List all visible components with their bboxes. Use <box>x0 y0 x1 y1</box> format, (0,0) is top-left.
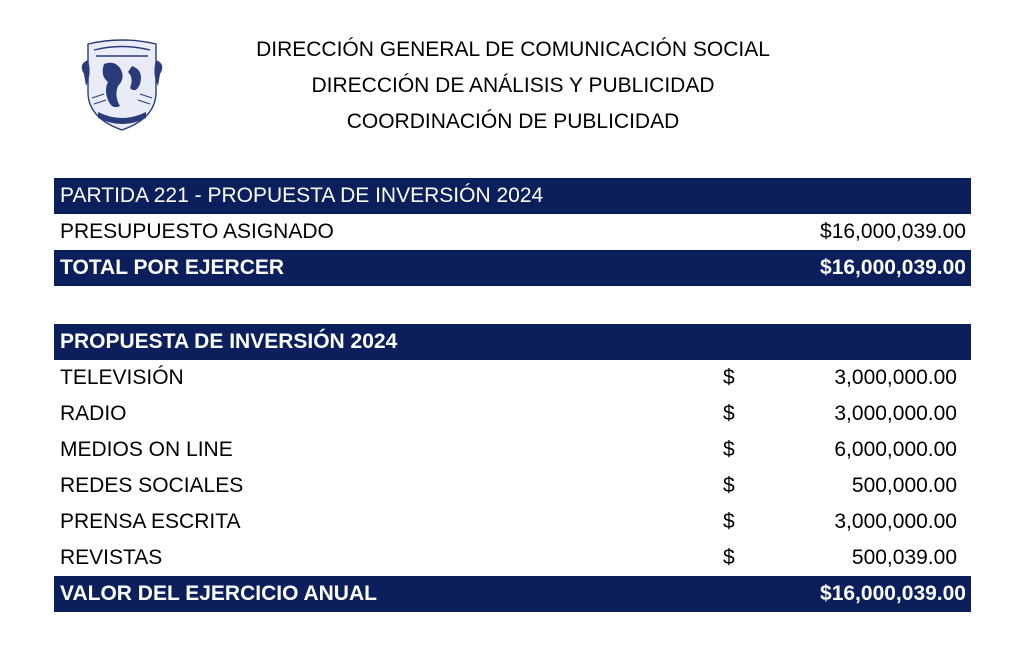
header-line-1: DIRECCIÓN GENERAL DE COMUNICACIÓN SOCIAL <box>256 38 770 61</box>
annual-total-value: $16,000,039.00 <box>820 582 966 605</box>
document-header <box>180 32 846 140</box>
row-label: TELEVISIÓN <box>60 366 184 389</box>
table-row <box>54 540 971 576</box>
row-amount: 6,000,000.00 <box>834 438 957 461</box>
row-amount: 500,000.00 <box>851 474 957 497</box>
budget-row <box>54 214 971 250</box>
unam-logo-icon <box>74 34 170 134</box>
budget-total-bar <box>54 250 971 286</box>
budget-table <box>54 178 971 286</box>
header-line-3: COORDINACIÓN DE PUBLICIDAD <box>346 110 680 133</box>
budget-value: $16,000,039.00 <box>820 220 966 243</box>
annual-total-bar <box>54 576 971 612</box>
row-amount: 3,000,000.00 <box>834 510 957 533</box>
row-label: REVISTAS <box>60 546 163 569</box>
investment-table-title-bar <box>54 324 971 360</box>
row-label: REDES SOCIALES <box>60 474 244 497</box>
currency-symbol: $ <box>723 510 735 533</box>
budget-total-value: $16,000,039.00 <box>820 256 966 279</box>
table-row <box>54 360 971 396</box>
row-amount: 3,000,000.00 <box>834 402 957 425</box>
currency-symbol: $ <box>723 402 735 425</box>
investment-table-title: PROPUESTA DE INVERSIÓN 2024 <box>60 330 398 353</box>
budget-total-label: TOTAL POR EJERCER <box>60 256 285 279</box>
investment-table <box>54 324 971 612</box>
annual-total-label: VALOR DEL EJERCICIO ANUAL <box>60 582 377 605</box>
budget-label: PRESUPUESTO ASIGNADO <box>60 220 334 243</box>
budget-table-title-bar <box>54 178 971 214</box>
table-row <box>54 432 971 468</box>
row-label: RADIO <box>60 402 127 425</box>
row-amount: 3,000,000.00 <box>834 366 957 389</box>
budget-table-title: PARTIDA 221 - PROPUESTA DE INVERSIÓN 2024 <box>60 184 544 207</box>
table-row <box>54 468 971 504</box>
currency-symbol: $ <box>723 546 735 569</box>
table-row <box>54 504 971 540</box>
header-line-2: DIRECCIÓN DE ANÁLISIS Y PUBLICIDAD <box>311 74 715 97</box>
currency-symbol: $ <box>723 438 735 461</box>
row-label: PRENSA ESCRITA <box>60 510 241 533</box>
table-row <box>54 396 971 432</box>
row-label: MEDIOS ON LINE <box>60 438 233 461</box>
currency-symbol: $ <box>723 366 735 389</box>
row-amount: 500,039.00 <box>851 546 957 569</box>
currency-symbol: $ <box>723 474 735 497</box>
